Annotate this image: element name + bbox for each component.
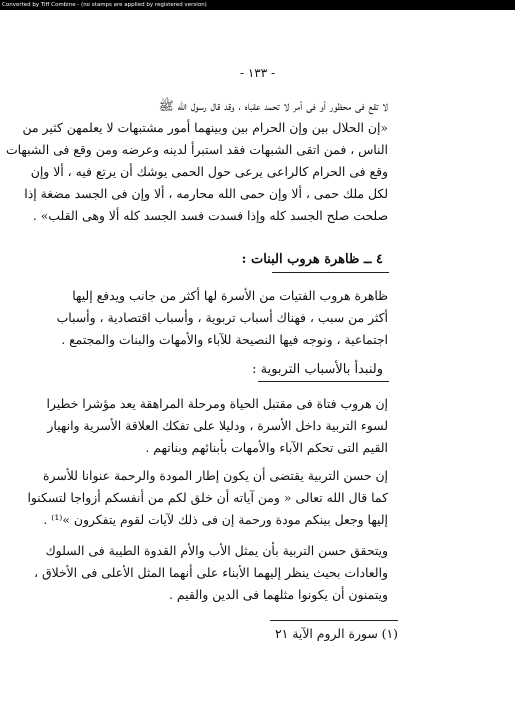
text-line: صلحت صلح الجسد كله وإذا فسدت فسد الجسد كله ألا وهى القلب» . <box>32 208 388 223</box>
paragraph-hadith <box>5 95 388 227</box>
text-line: إن هروب فتاة فى مقتبل الحياة ومرحلة المراهقة يعد مؤشرا خطيرا <box>46 396 388 411</box>
text-line: لسوء التربية داخل الأسرة ، ودليلا على تفكك العلاقة الأسرية وانهيار <box>47 418 388 433</box>
text-line: كما قال الله تعالى « ومن آياته أن خلق لكم من أنفسكم أزواجا لتسكنوا <box>27 490 388 505</box>
converter-banner: Converted by Tiff Combine - (no stamps are applied by registered version) <box>0 0 515 10</box>
footnote: (١) سورة الروم الآية ٢١ <box>275 626 398 641</box>
section-heading: ٤ ــ ظاهرة هروب البنات : <box>241 252 383 267</box>
text-line: «إن الحلال بين وإن الحرام بين وبينهما أمور مشتبهات لا يعلمهن كثير من <box>22 120 388 135</box>
text-line: لكل ملك حمى ، ألا وإن حمى الله محارمه ، ألا وإن فى الجسد مضغة إذا <box>24 186 388 201</box>
text-line: ويتحقق حسن التربية بأن يمثل الأب والأم القدوة الطيبة فى السلوك <box>45 543 388 558</box>
text-line: القيم التى تحكم الآباء والأمهات بأبنائهم وبناتهم . <box>145 440 388 455</box>
text-line: اجتماعية ، ونوجه فيها النصيحة للآباء والأمهات والبنات والمجتمع . <box>61 332 388 347</box>
paragraph-role-model <box>34 540 388 606</box>
subheading-underline <box>258 381 389 382</box>
text-line: ظاهرة هروب الفتيات من الأسرة لها أكثر من جانب ويدفع إليها <box>72 288 388 303</box>
text-line: إليها وجعل بينكم مودة ورحمة إن فى ذلك لآيات لقوم يتفكرون »⁽¹⁾ . <box>43 512 388 527</box>
footnote-separator <box>270 620 398 621</box>
text-line: أكثر من سبب ، فهناك أسباب تربوية ، وأسباب اقتصادية ، وأسباب <box>56 310 388 325</box>
text-line: لا تقع فى محظور أو فى أمر لا تحمد عقباه ، وقد قال رسول الله ﷺ <box>158 98 388 113</box>
text-line: وقع فى الحرام كالراعى يرعى حول الحمى يوشك أن يرتع فيه ، ألا وإن <box>30 164 388 179</box>
text-line: إن حسن التربية يقتضى أن يكون إطار المودة والرحمة عنوانا للأسرة <box>43 468 388 483</box>
paragraph-intro <box>56 285 388 351</box>
text-line: ويتمنون أن يكونوا مثلهما فى الدين والقيم . <box>168 587 388 602</box>
paragraph-quran <box>27 465 388 531</box>
text-line: والعادات بحيث ينظر إليهما الأبناء على أنهما المثل الأعلى فى الأخلاق ، <box>34 565 388 580</box>
page-number: - ١٣٣ - <box>239 66 276 80</box>
text-line: الناس ، فمن اتقى الشبهات فقد استبرأ لدينه وعرضه ومن وقع فى الشبهات <box>5 142 388 157</box>
heading-underline <box>272 272 389 273</box>
paragraph-causes <box>46 393 388 459</box>
subsection-heading: ولنبدأ بالأسباب التربوية : <box>252 362 383 377</box>
